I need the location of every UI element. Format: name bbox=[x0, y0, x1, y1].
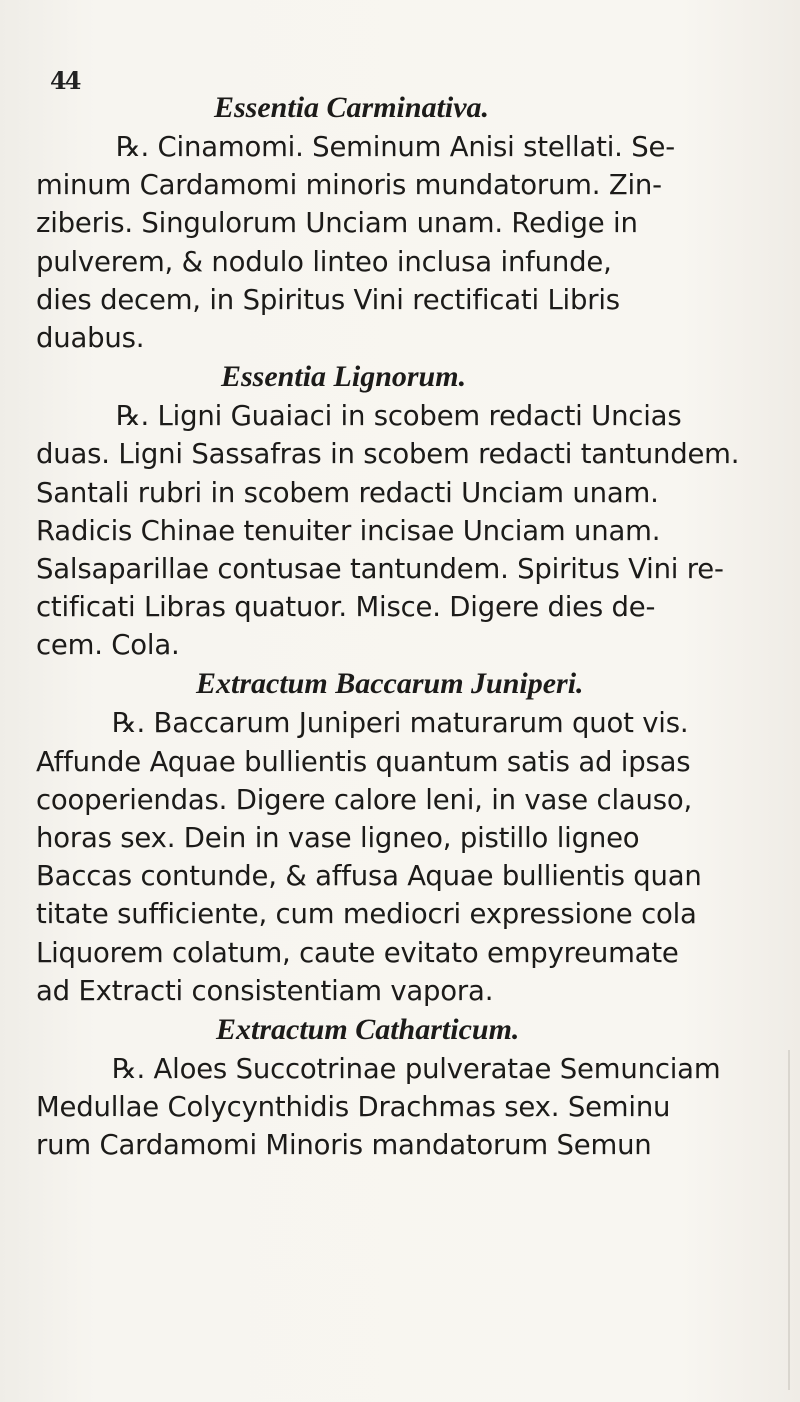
text-line: titate sufficiente, cum mediocri expressione cola bbox=[36, 898, 697, 931]
section-heading: Essentia Lignorum. bbox=[221, 360, 467, 394]
text-line: Liquorem colatum, caute evitato empyreumate bbox=[36, 936, 679, 969]
text-line: Santali rubri in scobem redacti Unciam unam. bbox=[36, 476, 659, 509]
text-line: ctificati Libras quatuor. Misce. Digere dies de- bbox=[36, 591, 656, 624]
text-line: ziberis. Singulorum Unciam unam. Redige in bbox=[36, 207, 638, 240]
text-line: ad Extracti consistentiam vapora. bbox=[36, 974, 494, 1007]
text-line: horas sex. Dein in vase ligneo, pistillo ligneo bbox=[36, 822, 640, 854]
page-edge-shadow bbox=[788, 1050, 790, 1390]
text-line: pulverem, & nodulo linteo inclusa infunde, bbox=[36, 245, 612, 278]
text-line: duabus. bbox=[36, 321, 145, 354]
recipe-paragraph bbox=[36, 704, 786, 1010]
text-line: dies decem, in Spiritus Vini rectificati Libris bbox=[36, 283, 620, 316]
text-line: ℞. Cinamomi. Seminum Anisi stellati. Se- bbox=[116, 131, 675, 163]
text-line: rum Cardamomi Minoris mandatorum Semun bbox=[36, 1129, 652, 1162]
text-line: Affunde Aquae bullientis quantum satis ad ipsas bbox=[36, 745, 691, 778]
section-heading: Extractum Baccarum Juniperi. bbox=[196, 667, 584, 701]
text-line: ℞. Aloes Succotrinae pulveratae Semunciam bbox=[112, 1052, 721, 1085]
recipe-paragraph bbox=[36, 128, 786, 357]
text-line: Baccas contunde, & affusa Aquae bullientis quan bbox=[36, 860, 702, 893]
text-line: duas. Ligni Sassafras in scobem redacti tantundem. bbox=[36, 438, 740, 471]
section-heading: Essentia Carminativa. bbox=[214, 91, 490, 124]
text-line: minum Cardamomi minoris mundatorum. Zin- bbox=[36, 169, 662, 202]
recipe-paragraph bbox=[36, 1050, 786, 1165]
recipe-paragraph bbox=[36, 397, 786, 664]
text-line: ℞. Baccarum Juniperi maturarum quot vis. bbox=[112, 707, 689, 740]
text-line: cooperiendas. Digere calore leni, in vase clauso, bbox=[36, 783, 693, 816]
text-line: Radicis Chinae tenuiter incisae Unciam unam. bbox=[36, 514, 661, 547]
section-heading: Extractum Catharticum. bbox=[216, 1012, 520, 1046]
text-line: Medullae Colycynthidis Drachmas sex. Seminu bbox=[36, 1091, 671, 1124]
text-line: Salsaparillae contusae tantundem. Spiritus Vini re- bbox=[36, 552, 724, 585]
page-text bbox=[36, 88, 786, 1165]
text-line: cem. Cola. bbox=[36, 629, 180, 662]
text-line: ℞. Ligni Guaiaci in scobem redacti Uncias bbox=[116, 400, 682, 433]
page-number: 44 bbox=[50, 66, 80, 95]
